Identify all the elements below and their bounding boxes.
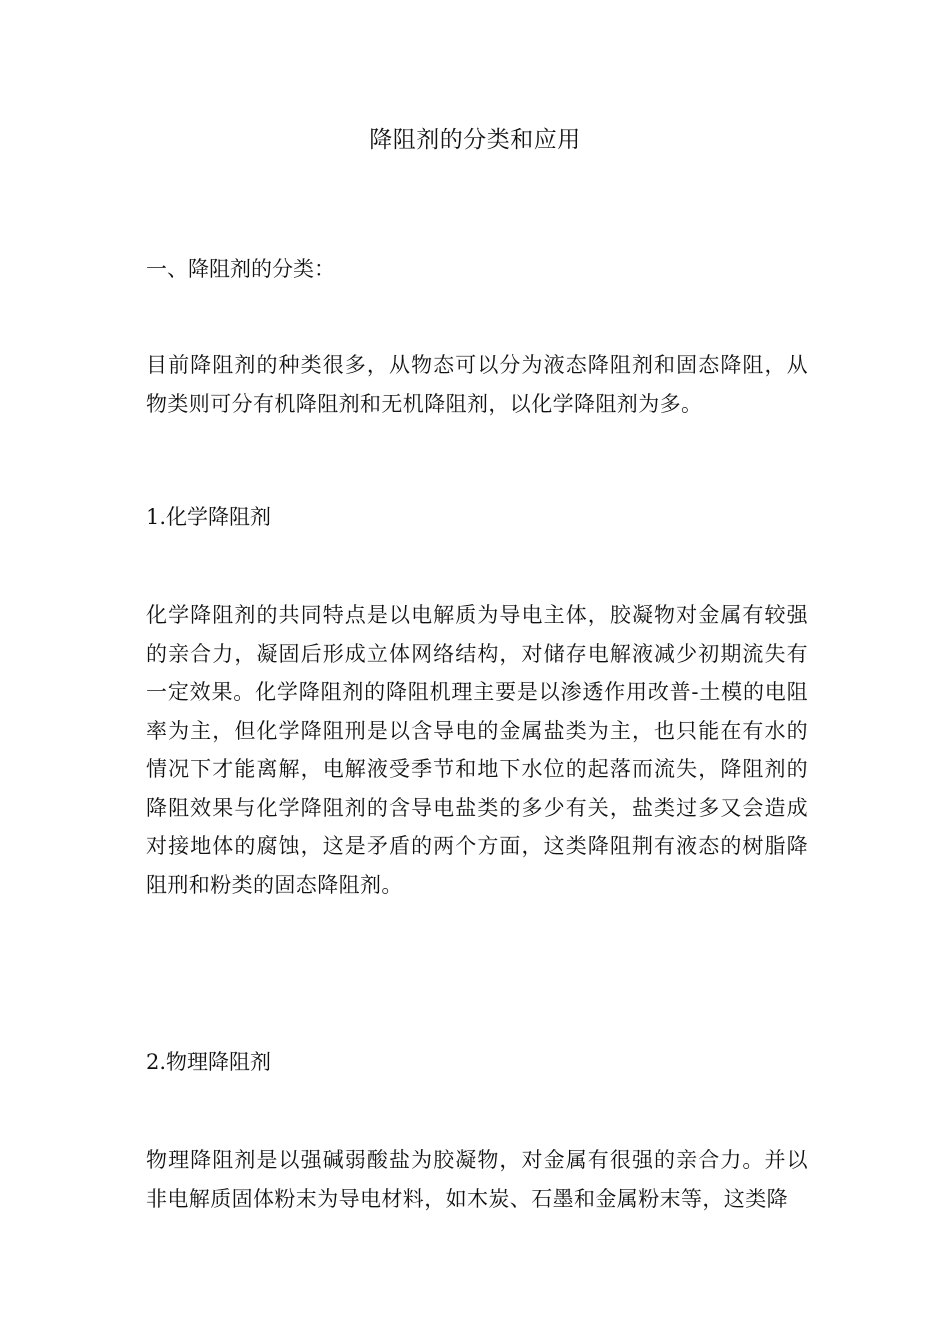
subheading-chemical: 1.化学降阻剂	[146, 505, 272, 529]
intro-paragraph: 目前降阻剂的种类很多，从物态可以分为液态降阻剂和固态降阻，从物类则可分有机降阻剂和无机降阻剂，以化学降阻剂为多。	[146, 353, 808, 416]
physical-paragraph: 物理降阻剂是以强碱弱酸盐为胶凝物，对金属有很强的亲合力。并以非电解质固体粉末为导电材料，如木炭、石墨和金属粉末等，这类降	[146, 1148, 808, 1211]
chemical-paragraph: 化学降阻剂的共同特点是以电解质为导电主体，胶凝物对金属有较强的亲合力，凝固后形成立体网络结构，对储存电解液减少初期流失有一定效果。化学降阻剂的降阻机理主要是以渗透作用改普-土模的电阻率为主，但化学降阻刑是以含导电的金属盐类为主，也只能在有水的情况下才能离解，电解液受季节和地下水位的起落而流失，降阻剂的降阻效果与化学降阻剂的含导电盐类的多少有关，盐类过多又会造成对接地体的腐蚀，这是矛盾的两个方面，这类降阻荆有液态的树脂降阻刑和粉类的固态降阻剂。	[146, 603, 808, 897]
subheading-physical: 2.物理降阻剂	[146, 1050, 272, 1074]
document-title: 降阻剂的分类和应用	[369, 127, 581, 153]
section-heading-classification: 一、降阻剂的分类：	[146, 257, 335, 281]
